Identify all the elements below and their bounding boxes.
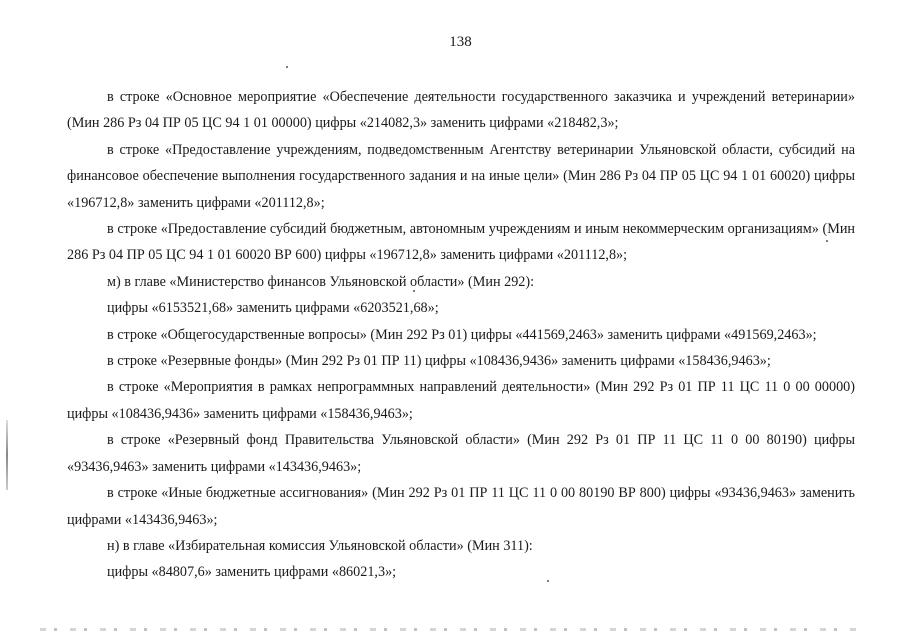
- scan-speck: [826, 240, 828, 242]
- scan-bottom-edge: [40, 628, 860, 631]
- paragraph: в строке «Предоставление учреждениям, подведомственным Агентству ветеринарии Ульяновской области, субсидий на финансовое обеспечение выполнения государственного задания и на иные цели» (Мин 286 Рз 04 ПР 05 ЦС 94 1 01 60020) цифры «196712,8» заменить цифрами «201112,8»;: [67, 141, 855, 211]
- paragraph: в строке «Резервный фонд Правительства Ульяновской области» (Мин 292 Рз 01 ПР 11 ЦС 11 0 00 80190) цифры «93436,9463» заменить цифрами «143436,9463»;: [67, 432, 855, 475]
- paragraph: в строке «Общегосударственные вопросы» (Мин 292 Рз 01) цифры «441569,2463» заменить цифрами «491569,2463»;: [107, 326, 817, 343]
- paragraph: цифры «6153521,68» заменить цифрами «6203521,68»;: [107, 300, 439, 317]
- scan-speck: [413, 290, 415, 292]
- paragraph: цифры «84807,6» заменить цифрами «86021,3»;: [107, 564, 397, 581]
- scan-speck: [286, 66, 288, 68]
- document-body: [67, 84, 855, 586]
- scan-speck: [547, 580, 549, 582]
- paragraph: н) в главе «Избирательная комиссия Ульяновской области» (Мин 311):: [107, 537, 533, 554]
- paragraph: м) в главе «Министерство финансов Ульяновской области» (Мин 292):: [107, 273, 535, 290]
- paragraph: в строке «Мероприятия в рамках непрограммных направлений деятельности» (Мин 292 Рз 01 ПР 11 ЦС 11 0 00 00000) цифры «108436,9436» заменить цифрами «158436,9463»;: [67, 379, 855, 422]
- scan-edge-mark: [6, 420, 8, 490]
- paragraph: в строке «Иные бюджетные ассигнования» (Мин 292 Рз 01 ПР 11 ЦС 11 0 00 80190 ВР 800) цифры «93436,9463» заменить цифрами «143436,9463»;: [67, 485, 855, 528]
- paragraph: в строке «Предоставление субсидий бюджетным, автономным учреждениям и иным некоммерческим организациям» (Мин 286 Рз 04 ПР 05 ЦС 94 1 01 60020 ВР 600) цифры «196712,8» заменить цифрами «201112,8»;: [67, 221, 855, 264]
- page-number: 138: [449, 34, 472, 50]
- paragraph: в строке «Основное мероприятие «Обеспечение деятельности государственного заказчика и учреждений ветеринарии» (Мин 286 Рз 04 ПР 05 ЦС 94 1 01 00000) цифры «214082,3» заменить цифрами «218482,3»;: [67, 89, 855, 132]
- paragraph: в строке «Резервные фонды» (Мин 292 Рз 01 ПР 11) цифры «108436,9436» заменить цифрами «158436,9463»;: [107, 353, 771, 370]
